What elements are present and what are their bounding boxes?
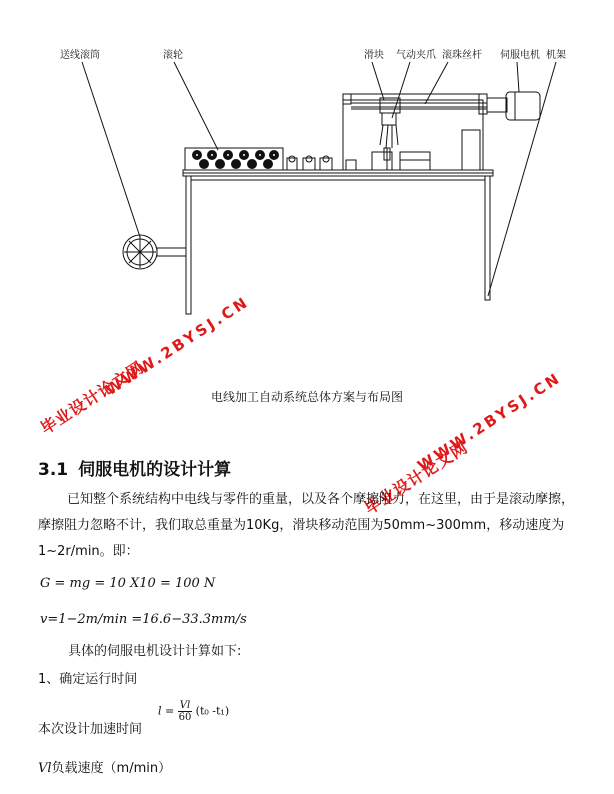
step-1: 1、确定运行时间 [38,672,138,687]
watermark-right-url [414,368,565,475]
vl-description: 负载速度（m/min） [51,761,172,776]
label-pneumatic-gripper: 气动夹爪 [396,50,436,61]
section-title: 伺服电机的设计计算 [78,460,232,480]
label-slider: 滑块 [364,50,384,61]
accel-lhs: l = [158,704,175,718]
table-leg-right [485,176,490,300]
watermark-url: WWW.2BYSJ.CN [102,292,253,399]
label-roller: 滚轮 [163,50,183,61]
paragraph-2: 具体的伺服电机设计计算如下: [68,644,242,659]
label-frame: 机架 [546,50,566,61]
watermark-cn: 毕业设计论文网 [37,357,148,439]
accel-denominator: 60 [178,712,192,723]
vl-symbol: Vl [38,761,52,776]
label-wire-reel: 送线滚筒 [60,50,100,61]
formula-gravity: G = mg = 10 X10 = 100 N [40,576,216,591]
diagram-caption: 电线加工自动系统总体方案与布局图 [210,390,403,404]
table-leg-left [186,176,191,314]
vl-line [38,757,171,776]
watermark-cn-2: 毕业设计论文网 [361,437,472,519]
servo-motor-shape [506,92,540,120]
accel-formula [158,700,229,723]
accel-fraction [178,700,192,723]
section-heading [38,455,231,480]
label-servo-motor: 伺服电机 [500,50,540,61]
accel-numerator: Vl [179,700,191,711]
accel-prefix: 本次设计加速时间 [38,722,143,737]
formula-velocity: v=1−2m/min =16.6−33.3mm/s [40,612,247,627]
section-number: 3.1 [38,460,69,480]
accel-tail: (t₀ -t₁) [195,704,230,718]
paragraph-1: 已知整个系统结构中电线与零件的重量，以及各个摩擦阻力，在这里，由于是滚动摩擦，摩擦阻力忽略不计，我们取总重量为10Kg，滑块移动范围为50mm~300mm，移动速度为1~2r/min。即： [38,492,575,559]
watermark-url-2: WWW.2BYSJ.CN [414,368,565,475]
label-ball-screw: 滚珠丝杆 [442,50,482,61]
